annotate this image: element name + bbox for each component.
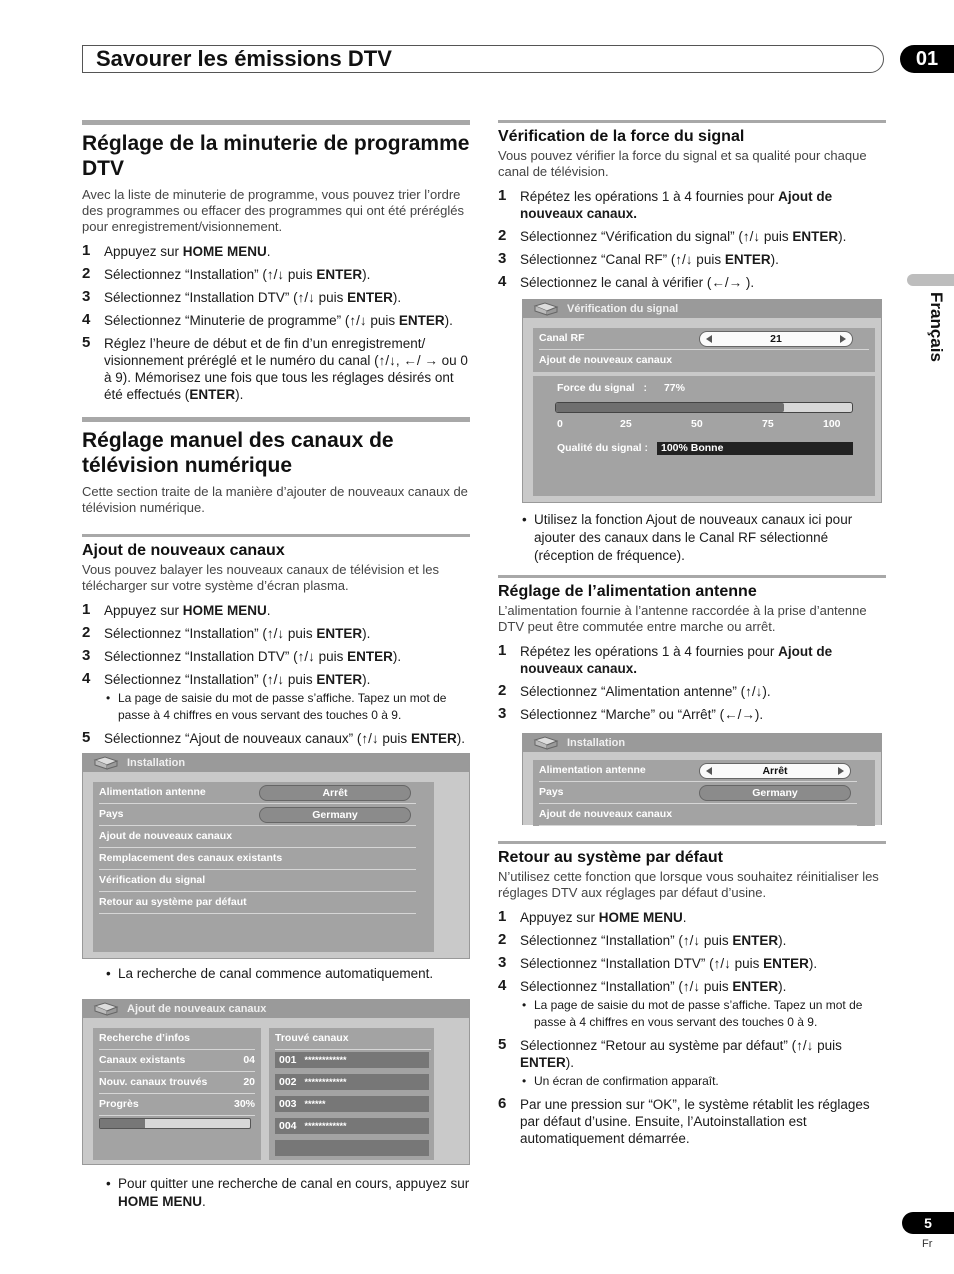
section-intro: Vous pouvez vérifier la force du signal et sa qualité pour chaque canal de télévision.: [498, 148, 867, 179]
menu-value-text: Germany: [752, 787, 798, 799]
menu-row-value[interactable]: [259, 785, 411, 801]
scan-progress-fill: [100, 1119, 145, 1128]
step-number: 1: [498, 908, 507, 925]
step-item: 1 Répétez les opérations 1 à 4 fournies pour Ajout de nouveaux canaux.: [498, 187, 833, 221]
found-channel-name: ************: [304, 1055, 347, 1065]
step-key: HOME MENU: [182, 603, 267, 618]
force-separator: :: [643, 382, 648, 394]
language-label: Français: [927, 292, 946, 362]
screen-title: Vérification du signal: [567, 303, 679, 315]
signal-tick-label: 75: [762, 418, 774, 430]
step-number: 3: [82, 288, 91, 305]
section-title-verification: Vérification de la force du signal: [498, 128, 745, 145]
step-item: 2 Sélectionnez “Alimentation antenne” (↑/↓).: [498, 682, 771, 699]
menu-row[interactable]: [99, 848, 416, 870]
section-rule: [82, 120, 470, 125]
screen-title-bar: [83, 1000, 469, 1018]
page-number: 5: [902, 1212, 954, 1234]
screen-title-bar: [523, 734, 881, 752]
step-key: HOME MENU: [182, 244, 267, 259]
scan-info-label: Nouv. canaux trouvés: [99, 1076, 208, 1088]
step-number: 4: [498, 273, 507, 290]
found-channel-row[interactable]: [275, 1074, 429, 1090]
step-key: ENTER: [724, 252, 771, 267]
tv-menu-icon: [533, 736, 559, 750]
step-number: 3: [498, 250, 507, 267]
section-rule: [82, 417, 470, 422]
section-title-manuel: Réglage manuel des canaux de télévision numérique: [82, 429, 394, 477]
screen-title-bar: [523, 300, 881, 318]
step-number: 4: [498, 977, 507, 994]
left-column: [82, 120, 470, 1217]
step-key: Ajout de nouveaux canaux.: [520, 189, 833, 221]
screen-title: Installation: [127, 757, 186, 769]
step-number: 4: [82, 311, 91, 328]
tv-menu-icon: [533, 302, 559, 316]
note-bullet: [498, 511, 886, 565]
signal-tick-label: 25: [620, 418, 632, 430]
step-key: ENTER: [732, 979, 779, 994]
screen-title-bar: [83, 754, 469, 772]
step-item: 6 Par une pression sur “OK”, le système rétablit les réglages par défaut d’usine. Ensuite, l’Autoinstallation est automatiquement démarrée.: [498, 1095, 870, 1146]
force-label: Force du signal: [557, 382, 635, 394]
step-item: 4 Sélectionnez le canal à vérifier (←/→ ).: [498, 273, 755, 290]
step-item: 3 Sélectionnez “Installation DTV” (↑/↓ puis ENTER).: [498, 954, 818, 971]
found-channel-name: ******: [304, 1099, 326, 1109]
step-note: • La page de saisie du mot de passe s’affiche. Tapez un mot de passe à 4 chiffres en vous servant des touches 0 à 9.: [104, 690, 470, 724]
found-channel-number: 003: [279, 1098, 297, 1110]
step-note: • La page de saisie du mot de passe s’affiche. Tapez un mot de passe à 4 chiffres en vous servant des touches 0 à 9.: [520, 997, 886, 1031]
screen-panel: [93, 782, 434, 952]
screen-panel: [533, 760, 875, 826]
section-intro: L’alimentation fournie à l’antenne raccordée à la prise d’antenne DTV peut être commutée entre marche ou arrêt.: [498, 603, 867, 634]
section-title-ajout: Ajout de nouveaux canaux: [82, 542, 285, 559]
found-channel-number: 002: [279, 1076, 297, 1088]
found-channel-name: ************: [304, 1121, 347, 1131]
step-item: 1 Appuyez sur HOME MENU.: [82, 601, 271, 618]
found-channel-row[interactable]: [275, 1052, 429, 1068]
step-key: ENTER: [792, 229, 839, 244]
chapter-badge: 01: [900, 45, 954, 73]
force-value: 77%: [663, 382, 685, 394]
page-language: Fr: [922, 1238, 933, 1250]
menu-row-label: Remplacement des canaux existants: [99, 852, 283, 864]
step-item: 3 Sélectionnez “Installation DTV” (↑/↓ puis ENTER).: [82, 288, 402, 305]
scan-info-label: Canaux existants: [99, 1054, 186, 1066]
step-item: 2 Sélectionnez “Installation” (↑/↓ puis ENTER).: [82, 265, 371, 282]
menu-value-text: Arrêt: [322, 787, 348, 799]
note-text: Pour quitter une recherche de canal en cours, appuyez sur: [118, 1176, 470, 1191]
found-channels-panel: [269, 1028, 434, 1160]
signal-strength-track: [555, 402, 853, 413]
step-key: ENTER: [189, 387, 236, 402]
section-rule: [498, 575, 886, 578]
step-item: 4 Sélectionnez “Installation” (↑/↓ puis ENTER). • La page de saisie du mot de passe s’affiche. Tapez un mot de passe à 4 chiffres en vous servant des touches 0 à 9.: [498, 978, 886, 1031]
steps-list: [82, 602, 470, 747]
signal-meter-panel: [533, 376, 875, 496]
found-channel-name: ************: [304, 1077, 347, 1087]
menu-row-value[interactable]: [699, 763, 851, 779]
step-note: • Un écran de confirmation apparaît.: [520, 1073, 886, 1090]
step-key: ENTER: [347, 290, 393, 305]
scan-info-panel: [93, 1028, 261, 1160]
signal-top-panel: [533, 328, 875, 372]
scan-info-value: 30%: [233, 1098, 255, 1110]
note-key: HOME MENU: [118, 1194, 202, 1209]
scan-progress-track: [99, 1118, 251, 1129]
quality-value: 100% Bonne: [657, 442, 853, 455]
right-arrow-icon[interactable]: [840, 335, 846, 343]
step-item: 2 Sélectionnez “Installation” (↑/↓ puis ENTER).: [498, 931, 787, 948]
right-arrow-icon[interactable]: [838, 767, 844, 775]
step-number: 4: [82, 670, 91, 687]
installation-screen-antenna: [522, 733, 882, 825]
found-channel-row: [275, 1140, 429, 1156]
menu-row[interactable]: [99, 826, 416, 848]
menu-row-label: Alimentation antenne: [99, 786, 206, 798]
section-title-retour: Retour au système par défaut: [498, 849, 723, 866]
step-key: ENTER: [410, 731, 457, 746]
scan-info-value: 20: [243, 1076, 255, 1088]
scan-info-value: 04: [243, 1054, 255, 1066]
section-intro: Avec la liste de minuterie de programme, vous pouvez trier l’ordre des programmes ou effacer des programmes qui ont été préréglés pour enregistrement/visionnement.: [82, 187, 465, 234]
screen-title: Ajout de nouveaux canaux: [127, 1003, 267, 1015]
found-channel-row[interactable]: [275, 1096, 429, 1112]
scan-info-row: [99, 1050, 255, 1072]
menu-row-label: Ajout de nouveaux canaux: [539, 808, 673, 820]
note-text: Utilisez la fonction Ajout de nouveaux canaux ici pour ajouter des canaux dans le Canal RF sélectionné (réception de fréquence).: [534, 512, 853, 563]
channel-scan-screen: [82, 999, 470, 1165]
step-key: HOME MENU: [598, 910, 683, 925]
step-item: 2 Sélectionnez “Installation” (↑/↓ puis ENTER).: [82, 624, 371, 641]
step-key: ENTER: [398, 313, 445, 328]
step-item: 2 Sélectionnez “Vérification du signal” (↑/↓ puis ENTER).: [498, 227, 847, 244]
menu-row-label: Retour au système par défaut: [99, 896, 247, 908]
signal-tick-label: 100: [823, 418, 841, 430]
scan-info-header: Recherche d’infos: [99, 1028, 255, 1050]
step-item: 5 Réglez l’heure de début et de fin d’un enregistrement/ visionnement préréglé et le numéro du canal (↑/↓, ←/ → ou 0 à 9). Mémorisez une fois que tous les réglages désirés ont été effectués (ENTER).: [82, 334, 468, 402]
step-item: 3 Sélectionnez “Canal RF” (↑/↓ puis ENTER).: [498, 250, 779, 267]
scan-info-row: [99, 1072, 255, 1094]
steps-list: [498, 188, 886, 291]
screen-title: Installation: [567, 737, 626, 749]
step-number: 5: [82, 729, 91, 746]
step-number: 1: [82, 601, 91, 618]
step-number: 6: [498, 1095, 507, 1112]
menu-row-label: Alimentation antenne: [539, 764, 646, 776]
left-arrow-icon[interactable]: [706, 767, 712, 775]
step-item: 5 Sélectionnez “Retour au système par défaut” (↑/↓ puis ENTER). • Un écran de confirmation apparaît.: [498, 1037, 886, 1090]
note-text: .: [202, 1194, 206, 1209]
step-key: Ajout de nouveaux canaux.: [520, 644, 833, 676]
step-item: 1 Appuyez sur HOME MENU.: [82, 242, 271, 259]
section-intro: Cette section traite de la manière d’ajouter de nouveaux canaux de télévision numérique.: [82, 484, 468, 515]
menu-row-value[interactable]: [259, 807, 411, 823]
signal-strength-fill: [556, 403, 784, 412]
step-number: 3: [498, 705, 507, 722]
signal-check-screen: [522, 299, 882, 503]
force-label-line: [557, 382, 685, 394]
menu-row-label: Pays: [539, 786, 564, 798]
menu-value-text: Arrêt: [762, 765, 788, 777]
step-key: ENTER: [520, 1055, 566, 1070]
section-intro: N’utilisez cette fonction que lorsque vous souhaitez réinitialiser les réglages DTV aux réglages par défaut d’usine.: [498, 869, 879, 900]
step-key: ENTER: [732, 933, 779, 948]
step-key: ENTER: [763, 956, 809, 971]
step-number: 5: [82, 334, 91, 351]
found-channel-number: 004: [279, 1120, 297, 1132]
canal-rf-value: 21: [770, 333, 782, 345]
menu-row-label: Ajout de nouveaux canaux: [99, 830, 233, 842]
scan-info-label: Progrès: [99, 1098, 139, 1110]
section-title-minuterie: Réglage de la minuterie de programme DTV: [82, 132, 470, 180]
page-title: Savourer les émissions DTV: [96, 46, 392, 71]
found-channel-row[interactable]: [275, 1118, 429, 1134]
menu-row[interactable]: [99, 892, 416, 914]
step-number: 3: [498, 954, 507, 971]
signal-tick-label: 0: [557, 418, 563, 430]
ajout-row[interactable]: Ajout de nouveaux canaux: [539, 354, 673, 366]
step-item: 4 Sélectionnez “Installation” (↑/↓ puis ENTER). • La page de saisie du mot de passe s’affiche. Tapez un mot de passe à 4 chiffres en vous servant des touches 0 à 9.: [82, 671, 470, 724]
menu-row-label: Pays: [99, 808, 124, 820]
step-key: ENTER: [316, 267, 363, 282]
step-number: 2: [498, 931, 507, 948]
menu-row-value[interactable]: [699, 785, 851, 801]
step-item: 1 Appuyez sur HOME MENU.: [498, 908, 687, 925]
step-key: ENTER: [347, 649, 393, 664]
step-item: 3 Sélectionnez “Installation DTV” (↑/↓ puis ENTER).: [82, 647, 402, 664]
step-number: 2: [498, 682, 507, 699]
step-number: 1: [82, 242, 91, 259]
found-channels-header: Trouvé canaux: [275, 1028, 431, 1050]
step-number: 2: [82, 624, 91, 641]
section-rule: [498, 841, 886, 844]
menu-row[interactable]: [539, 804, 857, 826]
step-item: 1 Répétez les opérations 1 à 4 fournies pour Ajout de nouveaux canaux.: [498, 642, 833, 676]
found-channel-number: 001: [279, 1054, 297, 1066]
step-number: 3: [82, 647, 91, 664]
menu-row-label: Vérification du signal: [99, 874, 206, 886]
language-tab: [907, 274, 954, 286]
step-key: ENTER: [316, 626, 363, 641]
note-bullet: [82, 1175, 470, 1211]
steps-list: [498, 643, 886, 723]
section-rule: [82, 534, 470, 537]
step-number: 1: [498, 187, 507, 204]
menu-value-text: Germany: [312, 809, 358, 821]
section-title-alimentation: Réglage de l’alimentation antenne: [498, 583, 757, 600]
installation-screen: [82, 753, 470, 959]
section-intro: Vous pouvez balayer les nouveaux canaux de télévision et les télécharger sur votre système d’écran plasma.: [82, 562, 440, 593]
note-bullet: [82, 965, 470, 983]
canal-rf-selector[interactable]: [699, 331, 853, 347]
tv-menu-icon: [93, 756, 119, 770]
signal-tick-label: 50: [691, 418, 703, 430]
step-item: 3 Sélectionnez “Marche” ou “Arrêt” (←/→).: [498, 705, 764, 722]
step-key: ENTER: [316, 672, 363, 687]
quality-label: Qualité du signal :: [557, 442, 649, 454]
step-number: 1: [498, 642, 507, 659]
menu-row[interactable]: [99, 870, 416, 892]
step-item: 4 Sélectionnez “Minuterie de programme” (↑/↓ puis ENTER).: [82, 311, 453, 328]
canal-rf-label: Canal RF: [539, 332, 585, 344]
steps-list: [498, 909, 886, 1147]
right-column: [498, 120, 886, 1153]
steps-list: [82, 243, 470, 403]
step-number: 2: [82, 265, 91, 282]
tv-menu-icon: [93, 1002, 119, 1016]
note-text: La recherche de canal commence automatiquement.: [118, 966, 434, 981]
step-item: 5 Sélectionnez “Ajout de nouveaux canaux” (↑/↓ puis ENTER).: [82, 729, 465, 746]
step-number: 5: [498, 1036, 507, 1053]
step-number: 2: [498, 227, 507, 244]
scan-info-row: [99, 1094, 255, 1116]
section-rule: [498, 120, 886, 123]
left-arrow-icon[interactable]: [706, 335, 712, 343]
